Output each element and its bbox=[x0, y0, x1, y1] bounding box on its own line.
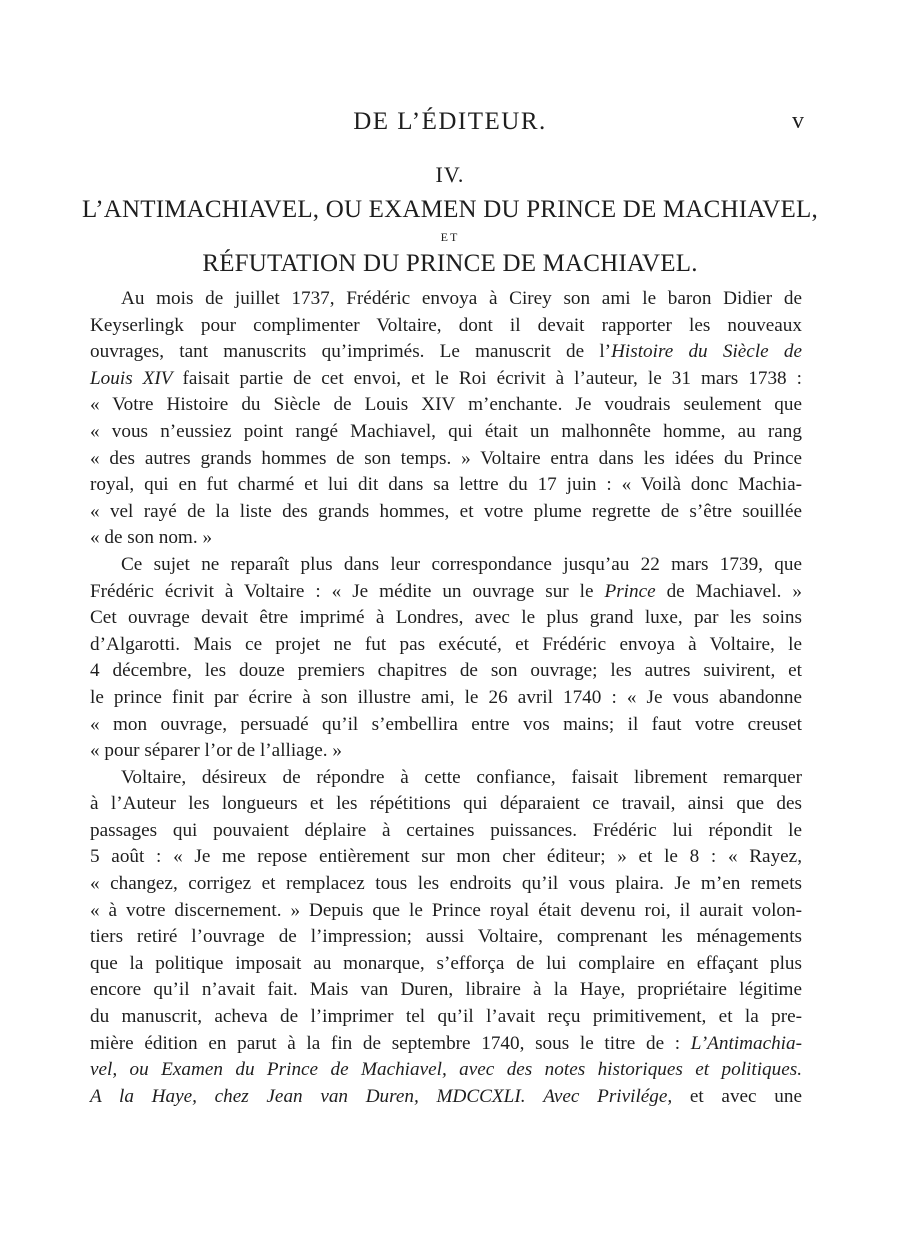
text-line bbox=[90, 366, 802, 393]
text-line: que la politique imposait au monarque, s’efforça de lui complaire en effaçant plus bbox=[90, 952, 802, 974]
text-line bbox=[90, 339, 802, 366]
text-line: du manuscrit, acheva de l’imprimer tel qu’il l’avait reçu primitivement, et la pre- bbox=[90, 1006, 802, 1028]
text-line bbox=[90, 1084, 802, 1111]
running-head bbox=[0, 108, 900, 138]
book-title-italic: Louis XIV bbox=[90, 367, 173, 389]
text-line: 5 août : « Je me repose entièrement sur mon cher éditeur; » et le 8 : « Rayez, bbox=[90, 846, 802, 868]
text-line: Voltaire, désireux de répondre à cette confiance, faisait librement remarquer bbox=[121, 766, 802, 788]
text-run: mière édition en parut à la fin de septembre 1740, sous le titre de : bbox=[90, 1032, 691, 1054]
text-line: d’Algarotti. Mais ce projet ne fut pas exécuté, et Frédéric envoya à Voltaire, le bbox=[90, 633, 802, 655]
text-line: royal, qui en fut charmé et lui dit dans sa lettre du 17 juin : « Voilà donc Machia- bbox=[90, 474, 802, 496]
text-line: « des autres grands hommes de son temps. » Voltaire entra dans les idées du Prince bbox=[90, 447, 802, 469]
text-line bbox=[90, 579, 802, 606]
book-title-italic: Avec Privilége, bbox=[543, 1085, 673, 1107]
running-title: DE L’ÉDITEUR. bbox=[353, 108, 547, 135]
section-title-line-2: RÉFUTATION DU PRINCE DE MACHIAVEL. bbox=[202, 250, 698, 277]
paragraph-3 bbox=[90, 765, 802, 1111]
paragraph-1 bbox=[90, 286, 802, 552]
text-line bbox=[90, 1031, 802, 1058]
book-title-italic: Prince bbox=[604, 580, 656, 602]
text-line: « pour séparer l’or de l’alliage. » bbox=[90, 740, 342, 762]
text-run: de Machiavel. » bbox=[655, 580, 802, 602]
text-line: Keyserlingk pour complimenter Voltaire, dont il devait rapporter les nouveaux bbox=[90, 314, 802, 336]
text-line: « vel rayé de la liste des grands hommes, et votre plume regrette de s’être souillée bbox=[90, 500, 802, 522]
text-line: à l’Auteur les longueurs et les répétitions qui déparaient ce travail, ainsi que des bbox=[90, 793, 802, 815]
paragraph-2 bbox=[90, 552, 802, 765]
text-line: « à votre discernement. » Depuis que le Prince royal était devenu roi, il aurait volon- bbox=[90, 899, 802, 921]
text-line: 4 décembre, les douze premiers chapitres de son ouvrage; les autres suivirent, et bbox=[90, 660, 802, 682]
book-title-italic: A la Haye, chez Jean van Duren, MDCCXLI. bbox=[90, 1085, 526, 1107]
page-number: v bbox=[792, 108, 804, 134]
text-run: ouvrages, tant manuscrits qu’imprimés. Le manuscrit de l’ bbox=[90, 341, 612, 363]
text-line: encore qu’il n’avait fait. Mais van Duren, libraire à la Haye, propriétaire légitime bbox=[90, 979, 802, 1001]
text-run: faisait partie de cet envoi, et le Roi écrivit à l’auteur, le 31 mars 1738 : bbox=[182, 367, 802, 389]
text-run: et avec une bbox=[672, 1085, 802, 1107]
text-line: « Votre Histoire du Siècle de Louis XIV m’enchante. Je voudrais seulement que bbox=[90, 394, 802, 416]
book-title-italic: vel, ou Examen du Prince de Machiavel, avec des notes historiques et politiques. bbox=[90, 1059, 802, 1081]
text-line: « de son nom. » bbox=[90, 527, 213, 549]
text-line bbox=[90, 1057, 802, 1084]
body-text bbox=[90, 286, 802, 1110]
section-title-conjunction: ET bbox=[440, 230, 460, 244]
text-line: « mon ouvrage, persuadé qu’il s’embellira entre vos mains; il faut votre creuset bbox=[90, 713, 802, 735]
text-line: le prince finit par écrire à son illustre ami, le 26 avril 1740 : « Je vous abandonne bbox=[90, 686, 802, 708]
text-line: Cet ouvrage devait être imprimé à Londres, avec le plus grand luxe, par les soins bbox=[90, 607, 802, 629]
section-title-line-1: L’ANTIMACHIAVEL, OU EXAMEN DU PRINCE DE MACHIAVEL, bbox=[82, 196, 818, 223]
text-line: passages qui pouvaient déplaire à certaines puissances. Frédéric lui répondit le bbox=[90, 819, 802, 841]
section-number: IV. bbox=[435, 162, 465, 187]
text-line: Ce sujet ne reparaît plus dans leur correspondance jusqu’au 22 mars 1739, que bbox=[121, 553, 802, 575]
text-line: « changez, corrigez et remplacez tous les endroits qu’il vous plaira. Je m’en remets bbox=[90, 873, 802, 895]
book-title-italic: Histoire du Siècle de bbox=[611, 341, 802, 363]
text-run: Frédéric écrivit à Voltaire : « Je médite un ouvrage sur le bbox=[90, 580, 605, 602]
text-line: « vous n’eussiez point rangé Machiavel, qui était un malhonnête homme, au rang bbox=[90, 420, 802, 442]
text-line: Au mois de juillet 1737, Frédéric envoya à Cirey son ami le baron Didier de bbox=[121, 288, 802, 309]
book-title-italic: L’Antimachia- bbox=[690, 1032, 802, 1054]
text-line: tiers retiré l’ouvrage de l’impression; aussi Voltaire, comprenant les ménagements bbox=[90, 926, 802, 948]
